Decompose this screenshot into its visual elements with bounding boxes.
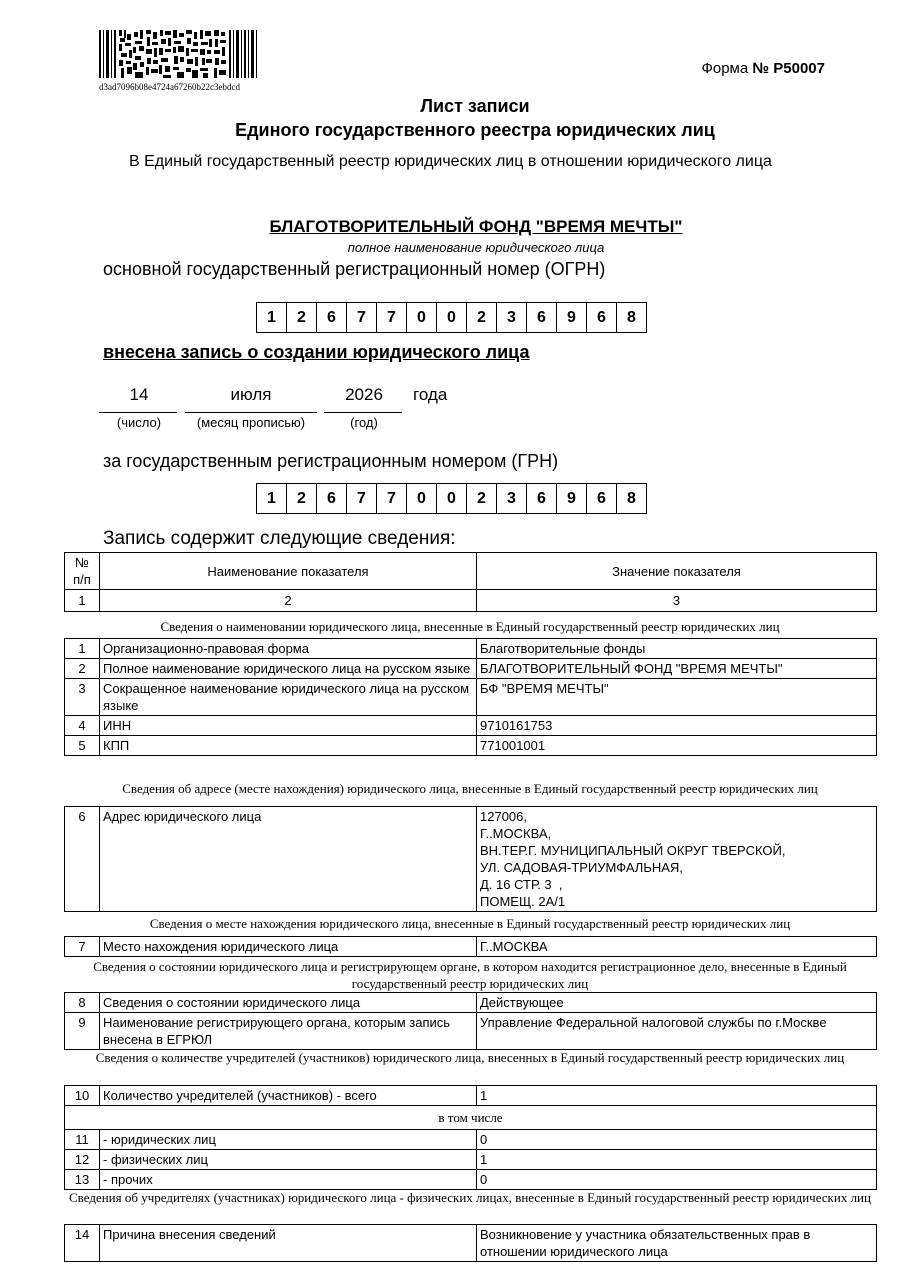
table-row (65, 807, 877, 912)
table-row (65, 1170, 877, 1190)
col-num-1: 1 (65, 590, 100, 612)
digit-cell: 2 (286, 483, 317, 514)
section-title: Сведения о месте нахождения юридического лица, внесенные в Единый государственный реестр юридических лиц (149, 916, 791, 931)
section-table (64, 638, 877, 756)
section-table (64, 992, 877, 1050)
row-name: Наименование регистрирующего органа, которым запись внесена в ЕГРЮЛ (100, 1013, 477, 1050)
digit-cell: 8 (616, 302, 647, 333)
row-name: - прочих (100, 1170, 477, 1190)
digit-cell: 6 (316, 302, 347, 333)
col-no-header: № п/п (65, 553, 100, 590)
org-full-name-caption: полное наименование юридического лица (347, 240, 605, 255)
row-name: - юридических лиц (100, 1130, 477, 1150)
table-row (65, 659, 877, 679)
table-row (65, 736, 877, 756)
row-number: 7 (65, 937, 100, 957)
row-value: Управление Федеральной налоговой службы по г.Москве (477, 1013, 877, 1050)
date-day-caption: (число) (116, 415, 162, 430)
table-row (65, 639, 877, 659)
col-value-header: Значение показателя (477, 553, 877, 590)
row-name: Полное наименование юридического лица на русском языке (100, 659, 477, 679)
grn-label: за государственным регистрационным номером (ГРН) (103, 451, 559, 471)
date-month-caption: (месяц прописью) (196, 415, 306, 430)
digit-cell: 6 (586, 483, 617, 514)
row-value: 771001001 (477, 736, 877, 756)
digit-cell: 2 (466, 302, 497, 333)
including-row (65, 1106, 877, 1130)
row-number: 14 (65, 1225, 100, 1262)
section-title: Сведения о состоянии юридического лица и регистрирующем органе, в котором находится регистрационное дело, внесенные в Единый государственный реестр юридических лиц (93, 959, 847, 991)
including-label: в том числе (65, 1106, 877, 1130)
row-value: БФ "ВРЕМЯ МЕЧТЫ" (477, 679, 877, 716)
date-year-caption: (год) (350, 415, 378, 430)
row-number: 2 (65, 659, 100, 679)
col-name-header: Наименование показателя (100, 553, 477, 590)
form-code: № Р50007 (752, 60, 825, 77)
section-table (64, 1085, 877, 1190)
table-row (65, 679, 877, 716)
digit-cell: 0 (406, 483, 437, 514)
col-num-3: 3 (477, 590, 877, 612)
row-number: 8 (65, 993, 100, 1013)
table-row (65, 1150, 877, 1170)
col-num-2: 2 (100, 590, 477, 612)
row-number: 6 (65, 807, 100, 912)
row-name: Организационно-правовая форма (100, 639, 477, 659)
entry-type: внесена запись о создании юридического лица (103, 342, 530, 362)
row-name: Адрес юридического лица (100, 807, 477, 912)
digit-cell: 1 (256, 483, 287, 514)
date-month-line (185, 412, 317, 413)
digit-cell: 0 (436, 302, 467, 333)
digit-cell: 2 (286, 302, 317, 333)
row-number: 12 (65, 1150, 100, 1170)
row-number: 1 (65, 639, 100, 659)
row-value: Г..МОСКВА (477, 937, 877, 957)
table-row (65, 937, 877, 957)
row-name: Сокращенное наименование юридического лица на русском языке (100, 679, 477, 716)
section-table (64, 1224, 877, 1262)
address-line: Г..МОСКВА, (480, 826, 552, 841)
row-number: 9 (65, 1013, 100, 1050)
row-value: Действующее (477, 993, 877, 1013)
row-value: 9710161753 (477, 716, 877, 736)
digit-cell: 9 (556, 483, 587, 514)
row-value (477, 807, 877, 912)
address-line: Д. 16 СТР. 3 , (480, 877, 563, 892)
row-number: 3 (65, 679, 100, 716)
address-line: 127006, (480, 809, 527, 824)
row-number: 13 (65, 1170, 100, 1190)
digit-cell: 7 (346, 302, 377, 333)
table-row (65, 993, 877, 1013)
table-row (65, 1130, 877, 1150)
section-title: Сведения об адресе (месте нахождения) юридического лица, внесенные в Единый государственный реестр юридических лиц (122, 781, 818, 796)
table-row (65, 1225, 877, 1262)
document-subtitle: Единого государственного реестра юридических лиц (235, 120, 715, 140)
intro-text: В Единый государственный реестр юридических лиц в отношении юридического лица (129, 153, 772, 170)
row-number: 11 (65, 1130, 100, 1150)
row-name: - физических лиц (100, 1150, 477, 1170)
table-row (65, 716, 877, 736)
digit-cell: 0 (436, 483, 467, 514)
digit-cell: 3 (496, 483, 527, 514)
digit-cell: 8 (616, 483, 647, 514)
address-line: ВН.ТЕР.Г. МУНИЦИПАЛЬНЫЙ ОКРУГ ТВЕРСКОЙ, (480, 843, 786, 858)
contains-label: Запись содержит следующие сведения: (103, 528, 456, 549)
address-line: ПОМЕЩ. 2А/1 (480, 894, 566, 909)
date-day: 14 (129, 385, 149, 404)
row-value: 1 (477, 1150, 877, 1170)
table-row (65, 1086, 877, 1106)
row-value: Возникновение у участника обязательственных прав в отношении юридического лица (477, 1225, 877, 1262)
date-suffix: года (413, 385, 448, 404)
digit-cell: 2 (466, 483, 497, 514)
form-prefix: Форма (701, 60, 749, 77)
digit-cell: 6 (586, 302, 617, 333)
row-name: Сведения о состоянии юридического лица (100, 993, 477, 1013)
barcode-code: d3ad7096b08e4724a67260b22c3ebdcd (99, 82, 240, 92)
row-number: 4 (65, 716, 100, 736)
form-number (701, 60, 825, 77)
digit-cell: 7 (376, 302, 407, 333)
section-table (64, 936, 877, 957)
digit-cell: 0 (406, 302, 437, 333)
org-full-name: БЛАГОТВОРИТЕЛЬНЫЙ ФОНД "ВРЕМЯ МЕЧТЫ" (269, 217, 683, 236)
row-name: Причина внесения сведений (100, 1225, 477, 1262)
row-number: 5 (65, 736, 100, 756)
row-number: 10 (65, 1086, 100, 1106)
section-table (64, 806, 877, 912)
row-value: 0 (477, 1170, 877, 1190)
row-value: БЛАГОТВОРИТЕЛЬНЫЙ ФОНД "ВРЕМЯ МЕЧТЫ" (477, 659, 877, 679)
ogrn-digits (256, 302, 647, 333)
table-row (65, 1013, 877, 1050)
document-title: Лист записи (420, 96, 530, 116)
barcode (99, 30, 259, 78)
date-month: июля (230, 385, 272, 404)
digit-cell: 9 (556, 302, 587, 333)
digit-cell: 3 (496, 302, 527, 333)
digit-cell: 6 (526, 483, 557, 514)
digit-cell: 6 (316, 483, 347, 514)
grn-digits (256, 483, 647, 514)
row-value: Благотворительные фонды (477, 639, 877, 659)
section-title: Сведения об учредителях (участниках) юридического лица - физических лицах, внесенные в Единый государственный реестр юридических лиц (69, 1190, 871, 1205)
row-name: КПП (100, 736, 477, 756)
digit-cell: 6 (526, 302, 557, 333)
date-day-line (99, 412, 177, 413)
row-name: Количество учредителей (участников) - всего (100, 1086, 477, 1106)
address-line: УЛ. САДОВАЯ-ТРИУМФАЛЬНАЯ, (480, 860, 683, 875)
digit-cell: 7 (346, 483, 377, 514)
section-title: Сведения о наименовании юридического лица, внесенные в Единый государственный реестр юридических лиц (160, 619, 780, 634)
digit-cell: 1 (256, 302, 287, 333)
row-value: 0 (477, 1130, 877, 1150)
row-name: ИНН (100, 716, 477, 736)
section-title: Сведения о количестве учредителей (участников) юридического лица, внесенных в Единый государственный реестр юридических лиц (95, 1050, 845, 1065)
ogrn-label: основной государственный регистрационный номер (ОГРН) (103, 259, 606, 279)
row-name: Место нахождения юридического лица (100, 937, 477, 957)
date-year: 2026 (345, 385, 383, 404)
row-value: 1 (477, 1086, 877, 1106)
date-year-line (324, 412, 402, 413)
table-header (64, 552, 877, 612)
digit-cell: 7 (376, 483, 407, 514)
